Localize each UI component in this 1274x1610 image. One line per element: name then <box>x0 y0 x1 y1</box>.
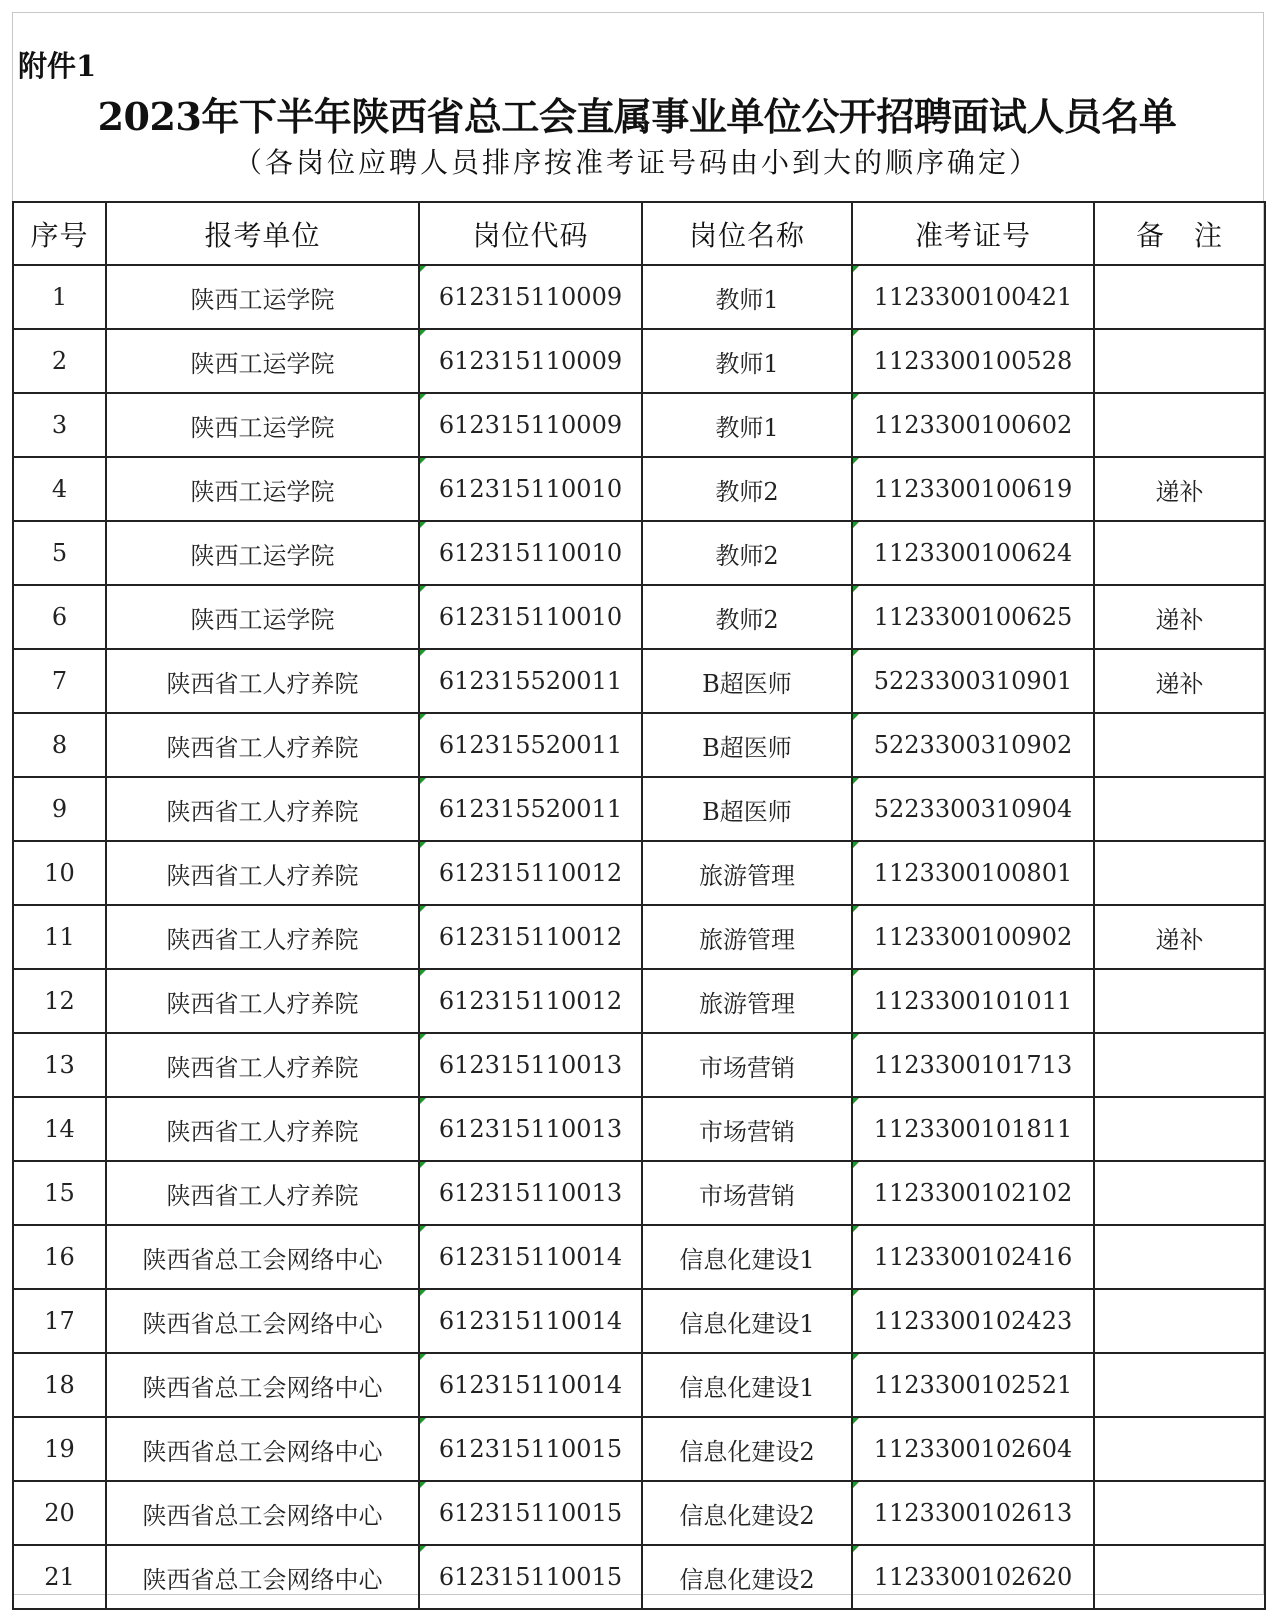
cell-exam-number: 1123300102102 <box>852 1161 1094 1225</box>
cell-remark <box>1094 1481 1265 1545</box>
cell-index: 7 <box>13 649 106 713</box>
cell-post-name: 教师1 <box>642 265 852 329</box>
table-row <box>13 649 1265 713</box>
cell-unit: 陕西省总工会网络中心 <box>106 1225 419 1289</box>
cell-unit: 陕西工运学院 <box>106 393 419 457</box>
cell-index: 20 <box>13 1481 106 1545</box>
cell-index: 15 <box>13 1161 106 1225</box>
cell-exam-number: 1123300100421 <box>852 265 1094 329</box>
cell-index: 18 <box>13 1353 106 1417</box>
cell-unit: 陕西省总工会网络中心 <box>106 1289 419 1353</box>
cell-remark <box>1094 1161 1265 1225</box>
cell-unit: 陕西省工人疗养院 <box>106 841 419 905</box>
cell-exam-number: 1123300100602 <box>852 393 1094 457</box>
cell-index: 8 <box>13 713 106 777</box>
column-header-post-code: 岗位代码 <box>419 202 642 265</box>
cell-unit: 陕西省总工会网络中心 <box>106 1353 419 1417</box>
cell-exam-number: 1123300100625 <box>852 585 1094 649</box>
cell-post-name: 信息化建设2 <box>642 1545 852 1609</box>
table-row <box>13 1161 1265 1225</box>
table-row <box>13 1353 1265 1417</box>
table-row <box>13 1417 1265 1481</box>
cell-exam-number: 1123300101713 <box>852 1033 1094 1097</box>
cell-post-code: 612315110010 <box>419 457 642 521</box>
cell-remark: 递补 <box>1094 585 1265 649</box>
table-row <box>13 393 1265 457</box>
cell-remark <box>1094 777 1265 841</box>
cell-unit: 陕西省工人疗养院 <box>106 649 419 713</box>
cell-unit: 陕西省工人疗养院 <box>106 777 419 841</box>
cell-post-code: 612315110012 <box>419 905 642 969</box>
cell-post-name: B超医师 <box>642 649 852 713</box>
table-row <box>13 969 1265 1033</box>
cell-remark <box>1094 841 1265 905</box>
cell-unit: 陕西工运学院 <box>106 521 419 585</box>
cell-index: 12 <box>13 969 106 1033</box>
column-header-exam-number: 准考证号 <box>852 202 1094 265</box>
cell-index: 11 <box>13 905 106 969</box>
table-row <box>13 457 1265 521</box>
cell-exam-number: 1123300100902 <box>852 905 1094 969</box>
cell-unit: 陕西省总工会网络中心 <box>106 1417 419 1481</box>
cell-exam-number: 1123300101011 <box>852 969 1094 1033</box>
cell-post-name: 教师2 <box>642 585 852 649</box>
table-row <box>13 1289 1265 1353</box>
cell-post-code: 612315110013 <box>419 1097 642 1161</box>
cell-unit: 陕西省工人疗养院 <box>106 1033 419 1097</box>
cell-post-code: 612315110013 <box>419 1161 642 1225</box>
cell-post-name: 教师2 <box>642 457 852 521</box>
cell-post-code: 612315110009 <box>419 393 642 457</box>
cell-unit: 陕西省总工会网络中心 <box>106 1545 419 1609</box>
cell-post-name: 信息化建设2 <box>642 1481 852 1545</box>
cell-unit: 陕西工运学院 <box>106 265 419 329</box>
table-row <box>13 1097 1265 1161</box>
cell-post-name: 信息化建设2 <box>642 1417 852 1481</box>
cell-unit: 陕西省工人疗养院 <box>106 1097 419 1161</box>
cell-remark <box>1094 1033 1265 1097</box>
cell-post-code: 612315110012 <box>419 841 642 905</box>
cell-post-name: 市场营销 <box>642 1097 852 1161</box>
column-header-index: 序号 <box>13 202 106 265</box>
cell-post-name: 教师2 <box>642 521 852 585</box>
cell-post-code: 612315520011 <box>419 649 642 713</box>
cell-unit: 陕西省工人疗养院 <box>106 905 419 969</box>
cell-post-code: 612315110015 <box>419 1481 642 1545</box>
cell-post-code: 612315110010 <box>419 521 642 585</box>
table-header-row <box>13 202 1265 265</box>
cell-unit: 陕西工运学院 <box>106 329 419 393</box>
cell-remark <box>1094 1545 1265 1609</box>
cell-index: 16 <box>13 1225 106 1289</box>
table-row <box>13 713 1265 777</box>
table-row <box>13 265 1265 329</box>
column-header-remark: 备 注 <box>1094 202 1265 265</box>
cell-remark <box>1094 1097 1265 1161</box>
cell-post-code: 612315110012 <box>419 969 642 1033</box>
cell-unit: 陕西工运学院 <box>106 585 419 649</box>
cell-index: 9 <box>13 777 106 841</box>
cell-index: 19 <box>13 1417 106 1481</box>
cell-post-name: 市场营销 <box>642 1161 852 1225</box>
cell-post-name: 信息化建设1 <box>642 1225 852 1289</box>
cell-exam-number: 1123300102423 <box>852 1289 1094 1353</box>
cell-index: 2 <box>13 329 106 393</box>
cell-exam-number: 1123300101811 <box>852 1097 1094 1161</box>
cell-post-code: 612315520011 <box>419 777 642 841</box>
cell-post-name: 市场营销 <box>642 1033 852 1097</box>
cell-post-code: 612315110014 <box>419 1353 642 1417</box>
cell-remark <box>1094 521 1265 585</box>
cell-post-name: 旅游管理 <box>642 905 852 969</box>
table-row <box>13 1481 1265 1545</box>
table-row <box>13 521 1265 585</box>
cell-post-name: 教师1 <box>642 393 852 457</box>
cell-post-name: B超医师 <box>642 713 852 777</box>
cell-index: 5 <box>13 521 106 585</box>
cell-exam-number: 1123300102521 <box>852 1353 1094 1417</box>
cell-remark <box>1094 713 1265 777</box>
table-row <box>13 777 1265 841</box>
cell-remark <box>1094 1225 1265 1289</box>
cell-post-name: B超医师 <box>642 777 852 841</box>
cell-post-code: 612315110015 <box>419 1545 642 1609</box>
cell-remark <box>1094 265 1265 329</box>
cell-remark: 递补 <box>1094 649 1265 713</box>
cell-exam-number: 1123300102416 <box>852 1225 1094 1289</box>
cell-exam-number: 1123300100624 <box>852 521 1094 585</box>
cell-index: 13 <box>13 1033 106 1097</box>
cell-remark: 递补 <box>1094 905 1265 969</box>
cell-unit: 陕西省工人疗养院 <box>106 969 419 1033</box>
cell-exam-number: 5223300310902 <box>852 713 1094 777</box>
cell-index: 17 <box>13 1289 106 1353</box>
cell-remark <box>1094 393 1265 457</box>
cell-index: 3 <box>13 393 106 457</box>
cell-post-code: 612315110014 <box>419 1225 642 1289</box>
cell-exam-number: 1123300102604 <box>852 1417 1094 1481</box>
cell-exam-number: 5223300310901 <box>852 649 1094 713</box>
cell-unit: 陕西工运学院 <box>106 457 419 521</box>
cell-index: 1 <box>13 265 106 329</box>
cell-post-code: 612315110010 <box>419 585 642 649</box>
cell-remark <box>1094 1417 1265 1481</box>
column-header-unit: 报考单位 <box>106 202 419 265</box>
cell-exam-number: 5223300310904 <box>852 777 1094 841</box>
cell-index: 10 <box>13 841 106 905</box>
cell-unit: 陕西省总工会网络中心 <box>106 1481 419 1545</box>
cell-post-code: 612315110009 <box>419 265 642 329</box>
attachment-label: 附件1 <box>18 49 97 83</box>
cell-index: 4 <box>13 457 106 521</box>
table-row <box>13 905 1265 969</box>
cell-remark <box>1094 969 1265 1033</box>
cell-remark <box>1094 1353 1265 1417</box>
table-row <box>13 1225 1265 1289</box>
cell-exam-number: 1123300102620 <box>852 1545 1094 1609</box>
cell-post-name: 旅游管理 <box>642 969 852 1033</box>
cell-post-code: 612315110014 <box>419 1289 642 1353</box>
cell-unit: 陕西省工人疗养院 <box>106 713 419 777</box>
cell-exam-number: 1123300100619 <box>852 457 1094 521</box>
column-header-post-name: 岗位名称 <box>642 202 852 265</box>
cell-post-name: 教师1 <box>642 329 852 393</box>
cell-post-code: 612315110015 <box>419 1417 642 1481</box>
cell-remark <box>1094 1289 1265 1353</box>
table-row <box>13 1545 1265 1609</box>
table-row <box>13 841 1265 905</box>
page-subtitle: （各岗位应聘人员排序按准考证号码由小到大的顺序确定） <box>233 146 1040 179</box>
cell-index: 6 <box>13 585 106 649</box>
cell-index: 14 <box>13 1097 106 1161</box>
cell-index: 21 <box>13 1545 106 1609</box>
cell-post-name: 信息化建设1 <box>642 1353 852 1417</box>
cell-exam-number: 1123300100528 <box>852 329 1094 393</box>
table-row <box>13 1033 1265 1097</box>
cell-post-code: 612315110009 <box>419 329 642 393</box>
table-row <box>13 585 1265 649</box>
cell-remark <box>1094 329 1265 393</box>
cell-exam-number: 1123300102613 <box>852 1481 1094 1545</box>
cell-post-code: 612315520011 <box>419 713 642 777</box>
cell-post-code: 612315110013 <box>419 1033 642 1097</box>
cell-post-name: 旅游管理 <box>642 841 852 905</box>
interview-list-table <box>12 201 1266 1610</box>
cell-exam-number: 1123300100801 <box>852 841 1094 905</box>
table-body <box>13 265 1265 1609</box>
cell-unit: 陕西省工人疗养院 <box>106 1161 419 1225</box>
cell-remark: 递补 <box>1094 457 1265 521</box>
page-title: 2023年下半年陕西省总工会直属事业单位公开招聘面试人员名单 <box>97 94 1177 139</box>
cell-post-name: 信息化建设1 <box>642 1289 852 1353</box>
table-row <box>13 329 1265 393</box>
